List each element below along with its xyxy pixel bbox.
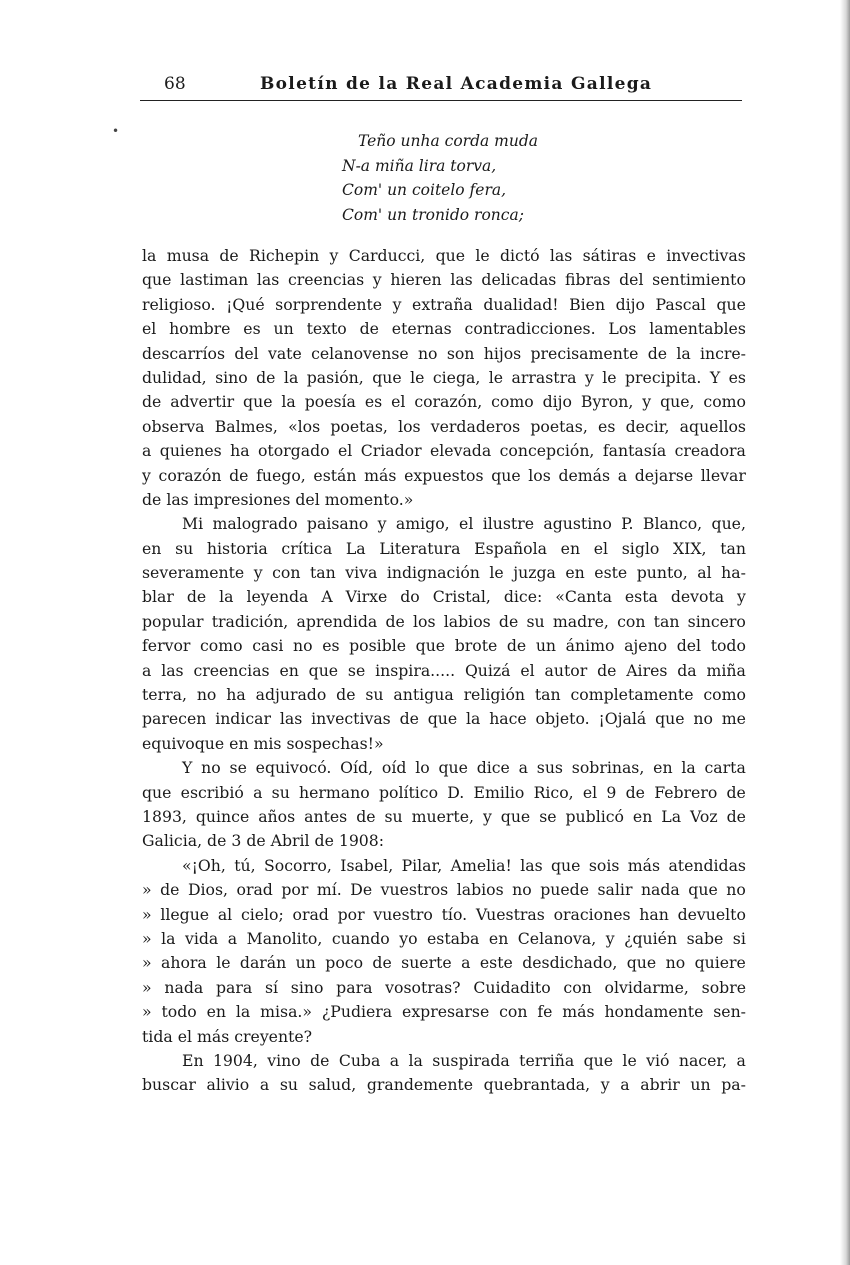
page-number: 68 <box>164 74 186 94</box>
text-line: dulidad, sino de la pasión, que le ciega, le arrastra y le precipita. Y es <box>142 367 746 387</box>
text-line: que escribió a su hermano político D. Emilio Rico, el 9 de Febrero de <box>142 782 746 802</box>
text-line: severamente y con tan viva indignación le juzga en este punto, al ha- <box>142 563 746 583</box>
page-header <box>140 74 742 101</box>
text-line: de advertir que la poesía es el corazón, como dijo Byron, y que, como <box>142 392 746 412</box>
text-line: » de Dios, orad por mí. De vuestros labios no puede salir nada que no <box>142 880 746 900</box>
page-edge-shadow <box>840 0 850 1265</box>
text-line: » nada para sí sino para vosotras? Cuidadito con olvidarme, sobre <box>142 977 746 997</box>
text-line: » la vida a Manolito, cuando yo estaba en Celanova, y ¿quién sabe si <box>142 928 746 948</box>
text-line: equivoque en mis sospechas!» <box>142 733 384 753</box>
text-line: «¡Oh, tú, Socorro, Isabel, Pilar, Amelia! las que sois más atendidas <box>182 855 746 875</box>
text-line: y corazón de fuego, están más expuestos que los demás a dejarse llevar <box>142 465 746 485</box>
text-line: Y no se equivocó. Oíd, oíd lo que dice a sus sobrinas, en la carta <box>182 758 746 778</box>
text-line: en su historia crítica La Literatura Española en el siglo XIX, tan <box>142 538 746 558</box>
text-line: a las creencias en que se inspira..... Quizá el autor de Aires da miña <box>142 660 746 680</box>
text-line: fervor como casi no es posible que brote de un ánimo ajeno del todo <box>142 636 746 656</box>
text-line: parecen indicar las invectivas de que la hace objeto. ¡Ojalá que no me <box>142 709 746 729</box>
text-line: popular tradición, aprendida de los labios de su madre, con tan sincero <box>142 611 746 631</box>
text-line: blar de la leyenda A Virxe do Cristal, dice: «Canta esta devota y <box>142 587 746 607</box>
text-line: a quienes ha otorgado el Criador elevada concepción, fantasía creadora <box>142 441 746 461</box>
text-line: de las impresiones del momento.» <box>142 489 414 509</box>
margin-dot: • <box>112 124 120 138</box>
text-line: buscar alivio a su salud, grandemente quebrantada, y a abrir un pa- <box>142 1075 746 1095</box>
text-line: terra, no ha adjurado de su antigua religión tan completamente como <box>142 685 746 705</box>
text-line: que lastiman las creencias y hieren las delicadas fibras del sentimiento <box>142 270 746 290</box>
running-title: Boletín de la Real Academia Gallega <box>260 74 653 94</box>
text-line: el hombre es un texto de eternas contradicciones. Los lamentables <box>142 319 746 339</box>
text-line: » llegue al cielo; orad por vuestro tío. Vuestras oraciones han devuelto <box>142 904 746 924</box>
text-line: tida el más creyente? <box>142 1026 313 1046</box>
verse-line: N-a miña lira torva, <box>342 156 497 175</box>
text-line: observa Balmes, «los poetas, los verdaderos poetas, es decir, aquellos <box>142 416 746 436</box>
text-line: Galicia, de 3 de Abril de 1908: <box>142 831 385 851</box>
body-text <box>142 244 746 1098</box>
text-line: » ahora le darán un poco de suerte a este desdichado, que no quiere <box>142 953 746 973</box>
verse-stanza <box>342 129 538 227</box>
text-line: religioso. ¡Qué sorprendente y extraña dualidad! Bien dijo Pascal que <box>142 294 746 314</box>
verse-line: Com' un coitelo fera, <box>342 181 507 199</box>
text-line: Mi malogrado paisano y amigo, el ilustre agustino P. Blanco, que, <box>182 514 746 534</box>
text-line: 1893, quince años antes de su muerte, y que se publicó en La Voz de <box>142 806 746 826</box>
verse-line: Teño unha corda muda <box>358 132 539 150</box>
text-line: la musa de Richepin y Carducci, que le dictó las sátiras e invectivas <box>142 246 746 265</box>
text-line: » todo en la misa.» ¿Pudiera expresarse con fe más hondamente sen- <box>142 1002 746 1022</box>
verse-line: Com' un tronido ronca; <box>342 205 524 224</box>
text-line: descarríos del vate celanovense no son hijos precisamente de la incre- <box>142 343 746 363</box>
text-line: En 1904, vino de Cuba a la suspirada terriña que le vió nacer, a <box>182 1050 746 1070</box>
